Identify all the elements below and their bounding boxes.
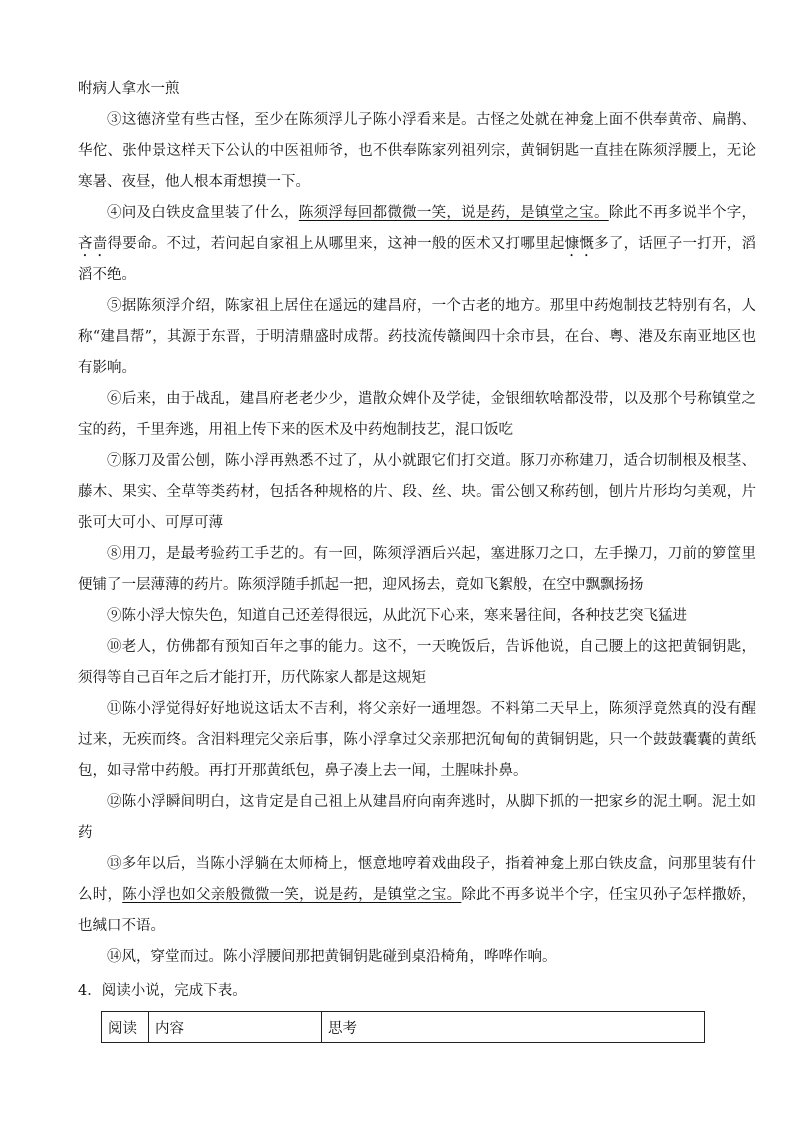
paragraph-11: ⑪陈小浮觉得好好地说这话太不吉利，将父亲好一通埋怨。不料第二天早上，陈须浮竟然真的没有醒过来，无疾而终。含泪料理完父亲后事，陈小浮拿过父亲那把沉甸甸的黄铜钥匙，只一个鼓鼓囊囊的黄纸包，如寻常中药般。再打开那黄纸包，鼻子凑上去一闻，土腥味扑鼻。 bbox=[78, 701, 756, 779]
table-header-row bbox=[102, 1012, 705, 1043]
p4-dotted-word-1: 吝啬 bbox=[78, 236, 108, 252]
header-cell-content: 内容 bbox=[149, 1012, 322, 1043]
top-line: 咐病人拿水一煎 bbox=[78, 81, 180, 97]
paragraph-12: ⑫陈小浮瞬间明白，这肯定是自己祖上从建昌府向南奔逃时，从脚下抓的一把家乡的泥土啊。泥土如药 bbox=[78, 794, 756, 841]
paragraph-14: ⑭风，穿堂而过。陈小浮腰间那把黄铜钥匙碰到桌沿椅角，哗哗作响。 bbox=[107, 949, 557, 965]
paragraph-3: ③这德济堂有些古怪，至少在陈须浮儿子陈小浮看来是。古怪之处就在神龛上面不供奉黄帝、扁鹊、华佗、张仲景这样天下公认的中医祖师爷，也不供奉陈家列祖列宗，黄铜钥匙一直挂在陈须浮腰上，无论寒暑、夜昼，他人根本甭想摸一下。 bbox=[78, 112, 756, 190]
paragraph-4 bbox=[78, 198, 756, 291]
document-page bbox=[78, 74, 756, 1043]
header-cell-thinking[interactable]: 思考 bbox=[322, 1012, 705, 1043]
p13-text-b: 除此不再多说半个字，任宝贝孙子怎样撒娇，也缄口不语。 bbox=[78, 887, 757, 934]
p4-dotted-word-2: 慷慨 bbox=[564, 236, 595, 252]
paragraph-8: ⑧用刀，是最考验药工手艺的。有一回，陈须浮酒后兴起，塞进豚刀之口，左手操刀，刀前的箩筐里便铺了一层薄薄的药片。陈须浮随手抓起一把，迎风扬去，竟如飞絮般，在空中飘飘扬扬 bbox=[78, 546, 756, 593]
p13-text-a: ⑬多年以后，当陈小浮躺在太师椅上，惬意地哼着戏曲段子，指着神龛上那白铁皮盒，问那里装有什么时， bbox=[78, 856, 756, 903]
paragraph-13 bbox=[78, 849, 756, 942]
paragraph-6: ⑥后来，由于战乱，建昌府老老少少，遣散众婢仆及学徒，金银细软啥都没带，以及那个号称镇堂之宝的药，千里奔逃，用祖上传下来的医术及中药炮制技艺，混口饭吃 bbox=[78, 391, 756, 438]
answer-table bbox=[101, 1011, 705, 1043]
p4-text-d: 多了，话匣子一打开，滔滔不绝。 bbox=[78, 236, 757, 283]
p4-text-c: 得要命。不过，若问起自家祖上从哪里来，这神一般的医术又打哪里起 bbox=[107, 236, 565, 252]
paragraph-5: ⑤据陈须浮介绍，陈家祖上居住在遥远的建昌府，一个古老的地方。那里中药炮制技艺特别有名，人称“建昌帮”，其源于东晋，于明清鼎盛时成帮。药技流传赣闽四十余市县，在台、粤、港及东南亚地区也有影响。 bbox=[78, 298, 756, 376]
p4-text-b: 除此不再多说半个字， bbox=[608, 205, 757, 221]
paragraph-7: ⑦豚刀及雷公刨，陈小浮再熟悉不过了，从小就跟它们打交道。豚刀亦称建刀，适合切制根及根茎、藤木、果实、全草等类药材，包括各种规格的片、段、丝、块。雷公刨又称药刨，刨片片形均匀美观，片张可大可小、可厚可薄 bbox=[78, 453, 756, 531]
p4-text-a: ④问及白铁皮盒里装了什么， bbox=[107, 205, 299, 221]
paragraph-10: ⑩老人，仿佛都有预知百年之事的能力。这不，一天晚饭后，告诉他说，自己腰上的这把黄铜钥匙，须得等自己百年之后才能打开，历代陈家人都是这规矩 bbox=[78, 639, 756, 686]
header-cell-reading: 阅读 bbox=[102, 1012, 149, 1043]
paragraph-9: ⑨陈小浮大惊失色，知道自己还差得很远，从此沉下心来，寒来暑往间，各种技艺突飞猛进 bbox=[107, 608, 687, 624]
question-4: 4．阅读小说，完成下表。 bbox=[78, 983, 247, 999]
p13-underlined-sentence: 陈小浮也如父亲般微微一笑，说是药，是镇堂之宝。 bbox=[122, 887, 462, 903]
p4-underlined-sentence: 陈须浮每回都微微一笑，说是药，是镇堂之宝。 bbox=[298, 205, 609, 221]
